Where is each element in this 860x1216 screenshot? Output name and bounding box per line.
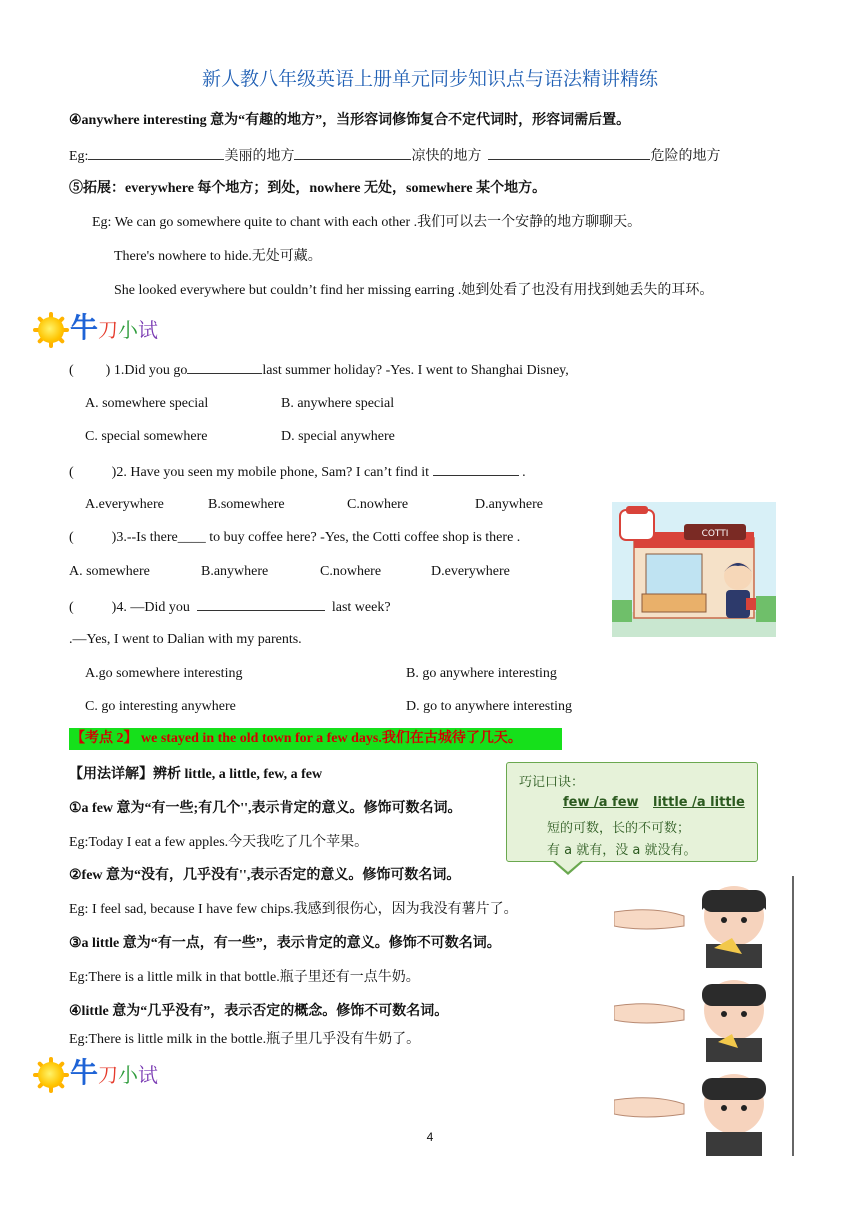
tip-title: 巧记口诀： [519,775,585,790]
badge-char: 刀 [98,1063,119,1087]
example-3: She looked everywhere but couldn’t find her missing earring .她到处看了也没有用找到她丢失的耳环。 [114,283,714,298]
shop-sign-text: COTTI [701,529,729,539]
question-text: . [522,465,526,480]
sun-icon [38,1062,64,1088]
paren: ( [69,465,74,480]
eg-item: 凉快的地方 [411,149,482,164]
question-text: ) 1.Did you go [105,363,188,378]
badge-char: 试 [138,1063,159,1087]
example: Eg:There is a little milk in that bottle.瓶子里还有一点牛奶。 [69,970,420,985]
option[interactable]: B. go anywhere interesting [406,666,557,681]
question-1 [69,359,569,381]
point-a-little: ③a little 意为“有一点，有一些”，表示肯定的意义。修饰不可数名词。 [69,936,501,951]
example: Eg:Today I eat a few apples.今天我吃了几个苹果。 [69,835,369,850]
option[interactable]: B.anywhere [201,564,269,579]
blank[interactable] [433,461,519,476]
option[interactable]: C.nowhere [320,564,382,579]
question-text: )2. Have you seen my mobile phone, Sam? I can’t find it [111,465,430,480]
usage-heading [69,765,322,785]
paren: ( [69,363,74,378]
point-4: ④anywhere interesting 意为“有趣的地方”，当形容词修饰复合不定代词时，形容词需后置。 [69,113,631,128]
tip-pointer-fill [554,860,582,872]
example: Eg: I feel sad, because I have few chips.我感到很伤心，因为我没有薯片了。 [69,902,518,917]
option[interactable]: D.anywhere [475,497,544,512]
option[interactable]: C. go interesting anywhere [85,699,236,714]
option[interactable]: C. special somewhere [85,429,208,444]
option[interactable]: A. somewhere [69,564,150,579]
blank[interactable] [88,145,224,160]
option[interactable]: D. go to anywhere interesting [406,699,573,714]
question-text: last summer holiday? -Yes. I went to Shanghai Disney, [262,363,569,378]
point-a-few: ①a few 意为“有一些;有几个'',表示肯定的意义。修饰可数名词。 [69,801,462,816]
tip-left-label: few /a few [563,795,639,810]
blank[interactable] [187,359,262,374]
question-4 [69,596,391,618]
example-2: There's nowhere to hide.无处可藏。 [114,249,322,264]
example: Eg:There is little milk in the bottle.瓶子里几乎没有牛奶了。 [69,1032,421,1047]
point-5: ⑤拓展：everywhere 每个地方；到处，nowhere 无处，somewhere 某个地方。 [69,181,547,196]
option[interactable]: A.everywhere [85,497,164,512]
option[interactable]: A.go somewhere interesting [85,666,243,681]
blank[interactable] [197,596,325,611]
question-text: )4. —Did you [111,600,190,615]
option[interactable]: C.nowhere [347,497,409,512]
quiz-badge [70,1058,158,1088]
quiz-badge [70,313,158,343]
badge-char: 小 [118,318,139,342]
badge-char: 刀 [98,318,119,342]
point-few: ②few 意为“没有，几乎没有'',表示否定的意义。修饰可数名词。 [69,868,461,883]
memory-tip-box [506,762,758,862]
paren: ( [69,530,74,545]
question-4-answer: .—Yes, I went to Dalian with my parents. [69,632,302,647]
paren: ( [69,600,74,615]
option[interactable]: B. anywhere special [281,396,395,411]
point-little: ④little 意为“几乎没有”，表示否定的概念。修饰不可数名词。 [69,1004,449,1019]
option[interactable]: D.everywhere [431,564,510,579]
badge-char: 小 [118,1063,139,1087]
eg-item: 美丽的地方 [224,149,295,164]
blank[interactable] [294,145,411,160]
question-text: )3.--Is there____ to buy coffee here? -Yes, the Cotti coffee shop is there . [111,530,521,545]
question-2 [69,461,526,483]
key-point-2-heading: 【考点 2】 we stayed in the old town for a few days.我们在古城待了几天。 [69,728,562,750]
eg-label: Eg: [69,149,89,164]
blank[interactable] [488,145,650,160]
tip-line-1: 短的可数，长的不可数； [547,821,691,836]
cartoon-illustration [614,876,794,1156]
usage-heading-text: 【用法详解】辨析 little, a little, few, a few [69,767,323,782]
badge-char: 牛 [70,1056,99,1089]
example-1: Eg: We can go somewhere quite to chant with each other .我们可以去一个安静的地方聊聊天。 [92,215,642,230]
option[interactable]: A. somewhere special [85,396,209,411]
option[interactable]: B.somewhere [208,497,285,512]
coffee-shop-illustration [612,502,776,637]
eg-item: 危险的地方 [650,149,721,164]
tip-right-label: little /a little [653,795,745,810]
page-title: 新人教八年级英语上册单元同步知识点与语法精讲精练 [201,68,658,90]
badge-char: 试 [138,318,159,342]
badge-char: 牛 [70,311,99,344]
page-number: 4 [426,1130,434,1144]
question-text: last week? [331,600,391,615]
question-3 [69,528,520,548]
option[interactable]: D. special anywhere [281,429,395,444]
eg-fill-line [69,145,720,167]
tip-line-2: 有 a 就有，没 a 就没有。 [547,843,697,858]
sun-icon [38,317,64,343]
